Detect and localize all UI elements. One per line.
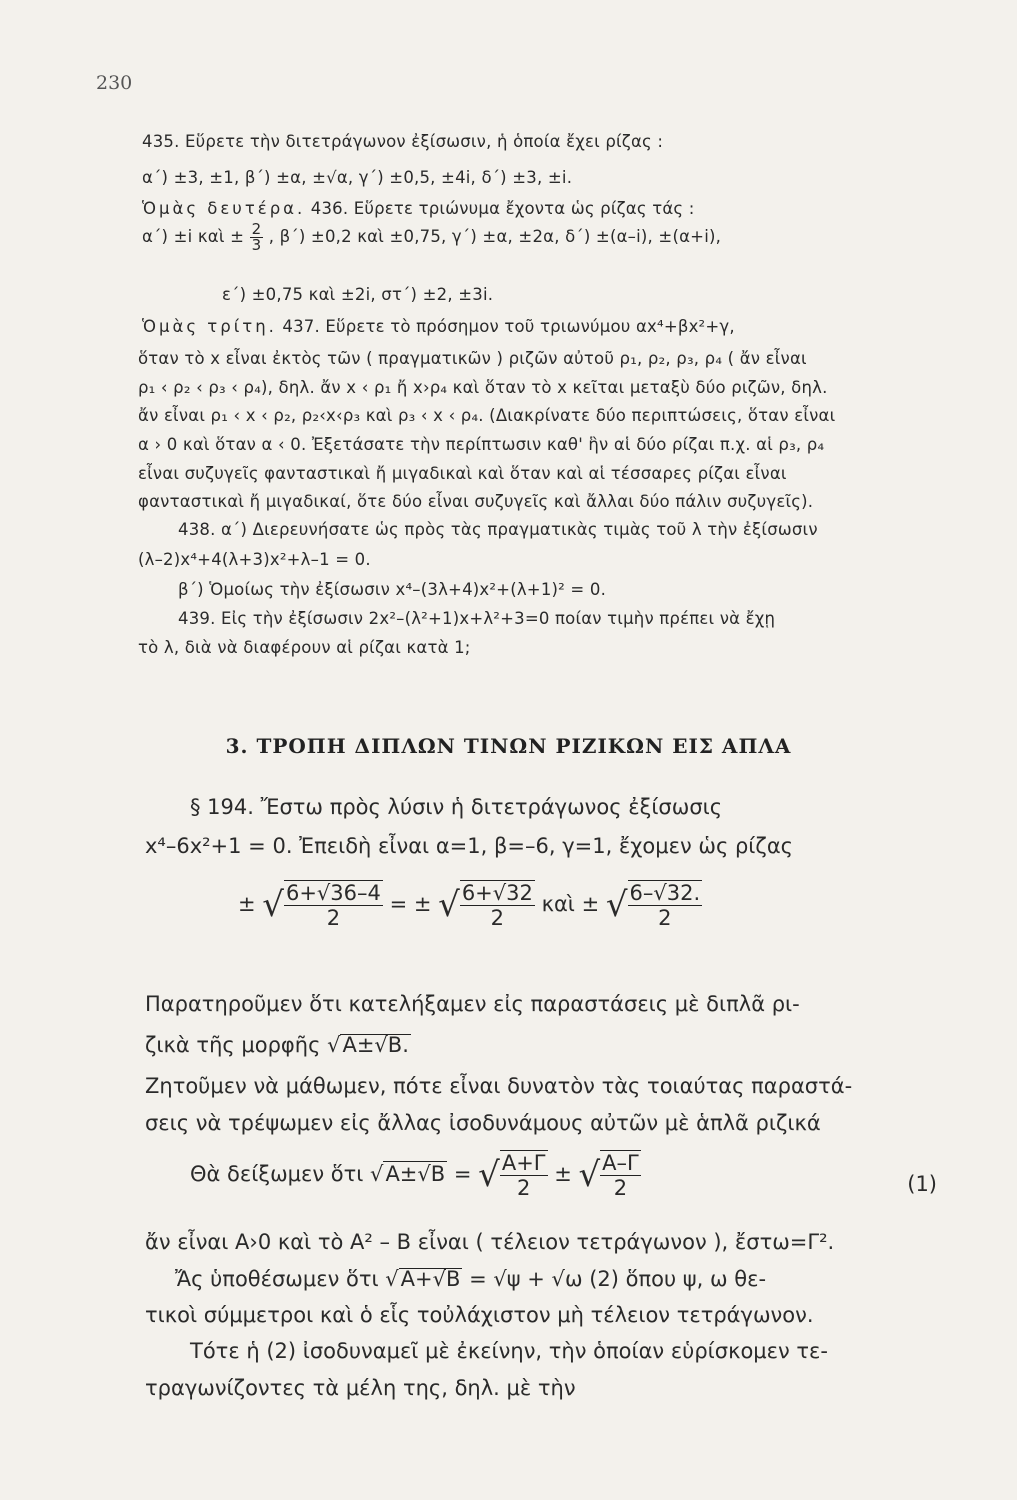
paragraph-3-line1: Ζητοῦμεν νὰ μάθωμεν, πότε εἶναι δυνατὸν τὰς τοιαύτας παραστά-	[145, 1074, 853, 1098]
equation-tag-1: (1)	[907, 1172, 937, 1196]
radical-sign: √	[578, 1155, 601, 1195]
exercise-437-line7: φανταστικαὶ ἤ μιγαδικαί, ὅτε δύο εἶναι συζυγεῖς καὶ ἄλλαι δύο πάλιν συζυγεῖς).	[138, 492, 814, 511]
fraction-root1	[284, 880, 383, 930]
kai-plus-minus: καὶ ±	[541, 892, 600, 916]
paragraph-6-line2: τραγωνίζοντες τὰ μέλη της, δηλ. μὲ τὴν	[145, 1376, 576, 1400]
radical-sign: √	[262, 885, 284, 925]
exercise-437-line4: ἄν εἶναι ρ₁ ‹ x ‹ ρ₂, ρ₂‹x‹ρ₃ καὶ ρ₃ ‹ x ‹ ρ₄. (Διακρίνατε δύο περιπτώσεις, ὅταν εἶναι	[138, 406, 836, 425]
fraction-root2	[460, 880, 535, 930]
paragraph-194-line2: x⁴–6x²+1 = 0. Ἐπειδὴ εἶναι α=1, β=–6, γ=1, ἔχομεν ὡς ρίζας	[145, 834, 793, 858]
section-heading: 3. ΤΡΟΠΗ ΔΙΠΛΩΝ ΤΙΝΩΝ ΡΙΖΙΚΩΝ ΕΙΣ ΑΠΛΑ	[225, 734, 792, 758]
fraction-two-thirds	[250, 222, 264, 253]
paragraph-2-line1: Παρατηροῦμεν ὅτι κατελήξαμεν εἰς παραστάσεις μὲ διπλᾶ ρι-	[145, 992, 800, 1016]
paragraph-5-intro: Ἄς ὑποθέσωμεν ὅτι	[175, 1267, 379, 1291]
exercise-438-line2: (λ–2)x⁴+4(λ+3)x²+λ–1 = 0.	[138, 550, 371, 569]
formula-1: Θὰ δείξωμεν ὅτι √A±√B = √ $\frac{A+\Gamma}{2}$ ± √ $\frac{A-\Gamma}{2}$	[190, 1151, 639, 1200]
paragraph-5-line2: τικοὶ σύμμετροι καὶ ὁ εἷς τοὐλάχιστον μὴ τέλειον τετράγωνον.	[145, 1303, 814, 1327]
paragraph-5-radical: A+√B	[400, 1267, 461, 1291]
paragraph-5-rest: = √ψ + √ω (2) ὅπου ψ, ω θε-	[469, 1267, 767, 1291]
paragraph-3-line2: σεις νὰ τρέψωμεν εἰς ἄλλας ἰσοδυνάμους αὐτῶν μὲ ἁπλᾶ ριζικά	[145, 1111, 821, 1135]
exercise-436-a: α΄) ±i καὶ ±	[142, 227, 245, 246]
exercise-439-line2: τὸ λ, διὰ νὰ διαφέρουν αἱ ρίζαι κατὰ 1;	[138, 638, 471, 657]
exercise-437-line5: α › 0 καὶ ὅταν α ‹ 0. Ἐξετάσατε τὴν περίπτωσιν καθ' ἣν αἱ δύο ρίζαι π.χ. αἱ ρ₃, ρ₄	[138, 435, 825, 454]
root1-numerator: 6+√36–4	[285, 881, 381, 905]
exercise-436: 436. Εὕρετε τριώνυμα ἔχοντα ὡς ρίζας τάς :	[310, 199, 695, 218]
exercise-436-rest: , β΄) ±0,2 καὶ ±0,75, γ΄) ±α, ±2α, δ΄) ±(α–i), ±(α+i),	[268, 227, 722, 246]
fraction-root3	[628, 880, 703, 930]
radical-sign: √	[605, 885, 628, 925]
exercise-437-line2: ὅταν τὸ x εἶναι ἐκτὸς τῶν ( πραγματικῶν ) ριζῶν αὐτοῦ ρ₁, ρ₂, ρ₃, ρ₄ ( ἄν εἶναι	[138, 349, 807, 368]
a-plus-g-denominator: 2	[516, 1176, 531, 1200]
root1-denominator: 2	[326, 906, 341, 930]
exercise-436-answers	[142, 222, 952, 253]
paragraph-2-line2: ζικὰ τῆς μορφῆς √A±√B.	[145, 1033, 409, 1057]
exercise-437: 437. Εὕρετε τὸ πρόσημον τοῦ τριωνύμου αx⁴+βx²+γ,	[282, 317, 735, 336]
root3-denominator: 2	[658, 906, 672, 930]
plus-minus: ±	[238, 892, 256, 916]
radical-sign: √	[478, 1155, 500, 1195]
page-number: 230	[96, 72, 133, 94]
formula-1-intro: Θὰ δείξωμεν ὅτι	[190, 1162, 364, 1186]
group-3-label: Ὁμὰς τρίτη.	[142, 317, 277, 336]
exercise-435-answers: α΄) ±3, ±1, β΄) ±α, ±√α, γ΄) ±0,5, ±4i, δ΄) ±3, ±i.	[142, 168, 573, 187]
a-minus-g-numerator: A–Γ	[602, 1151, 639, 1175]
plus-minus: ±	[554, 1162, 572, 1186]
root2-denominator: 2	[490, 906, 505, 930]
a-minus-g-denominator: 2	[613, 1176, 628, 1200]
fraction-a-plus-g	[500, 1150, 548, 1200]
exercise-438-line1: 438. α΄) Διερευνήσατε ὡς πρὸς τὰς πραγματικὰς τιμὰς τοῦ λ τὴν ἐξίσωσιν	[178, 520, 818, 539]
paragraph-4: ἄν εἶναι A›0 καὶ τὸ A² – B εἶναι ( τέλειον τετράγωνον ), ἔστω=Γ².	[145, 1230, 835, 1254]
formula-1-lhs: A±√B	[385, 1162, 446, 1186]
group-2-label: Ὁμὰς δευτέρα.	[142, 199, 306, 218]
paragraph-5-line1: Ἄς ὑποθέσωμεν ὅτι √A+√B = √ψ + √ω (2) ὅπου ψ, ω θε-	[175, 1267, 767, 1291]
fraction-numerator: 2	[251, 220, 262, 238]
equals-sign: =	[453, 1162, 472, 1186]
exercise-437-line3: ρ₁ ‹ ρ₂ ‹ ρ₃ ‹ ρ₄), δηλ. ἄν x ‹ ρ₁ ἤ x›ρ₄ καὶ ὅταν τὸ x κεῖται μεταξὺ δύο ριζῶν, δηλ.	[138, 378, 828, 397]
exercise-435: 435. Εὕρετε τὴν διτετράγωνον ἐξίσωσιν, ἡ ὁποία ἔχει ρίζας :	[142, 132, 664, 151]
exercise-437-line6: εἶναι συζυγεῖς φανταστικαὶ ἤ μιγαδικαὶ καὶ ὅταν καὶ αἱ τέσσαρες ρίζαι εἶναι	[138, 464, 787, 483]
a-plus-g-numerator: A+Γ	[501, 1151, 546, 1175]
exercise-439-line1: 439. Εἰς τὴν ἐξίσωσιν 2x²–(λ²+1)x+λ²+3=0 ποίαν τιμὴν πρέπει νὰ ἔχῃ	[178, 609, 776, 628]
double-radical: A±√B.	[342, 1033, 409, 1057]
paragraph-2-text: ζικὰ τῆς μορφῆς	[145, 1033, 321, 1057]
exercise-438-line3: β΄) Ὁμοίως τὴν ἐξίσωσιν x⁴–(3λ+4)x²+(λ+1)² = 0.	[178, 580, 607, 599]
fraction-a-minus-g	[600, 1150, 641, 1200]
fraction-denominator: 3	[251, 236, 262, 254]
radical-sign: √	[438, 885, 460, 925]
exercise-436-line	[142, 201, 952, 218]
exercise-436-cont: ε΄) ±0,75 καὶ ±2i, στ΄) ±2, ±3i.	[222, 285, 494, 304]
formula-roots	[238, 880, 702, 930]
root3-numerator: 6–√32.	[629, 881, 701, 905]
paragraph-6-line1: Τότε ἡ (2) ἰσοδυναμεῖ μὲ ἐκείνην, τὴν ὁποίαν εὑρίσκομεν τε-	[190, 1339, 828, 1363]
equals-plus-minus: = ±	[389, 892, 432, 916]
paragraph-194-line1: § 194. Ἔστω πρὸς λύσιν ἡ διτετράγωνος ἐξίσωσις	[190, 795, 723, 819]
root2-numerator: 6+√32	[461, 881, 533, 905]
exercise-437-line1	[142, 319, 952, 336]
